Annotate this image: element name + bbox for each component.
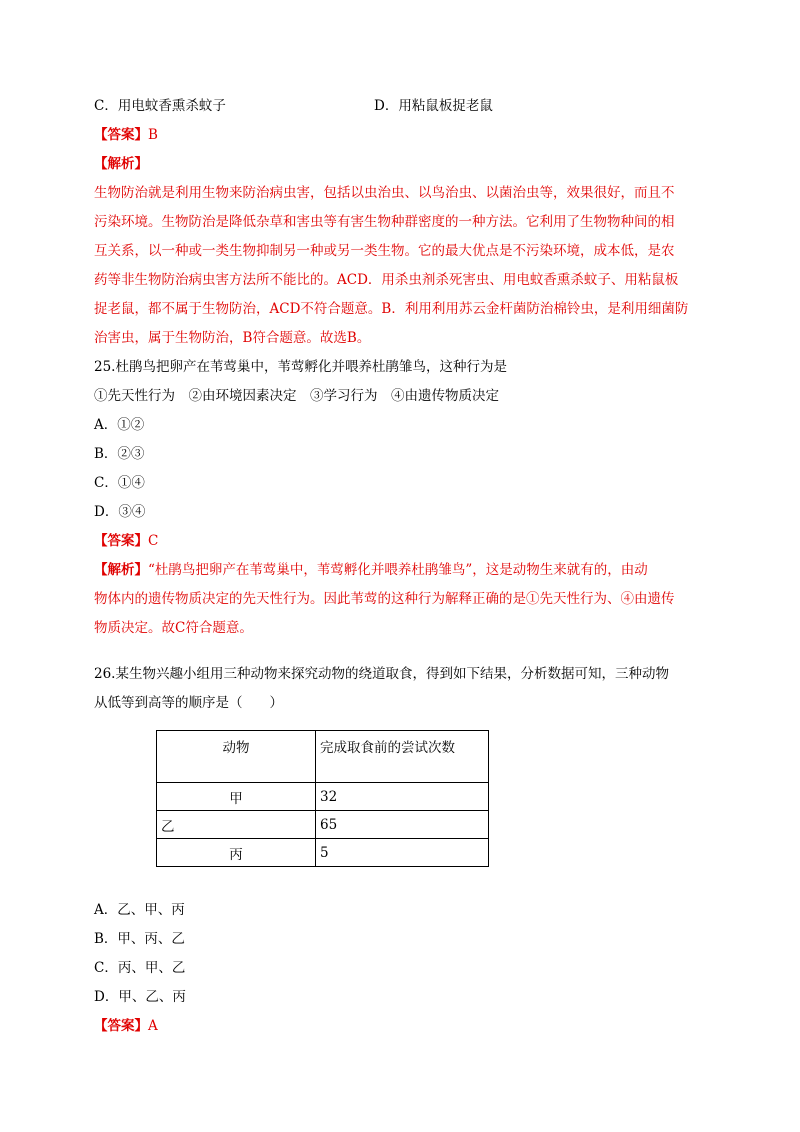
q25-analysis-line: 物质决定。故C符合题意。 [94, 620, 253, 636]
q24-analysis-line: 捉老鼠，都不属于生物防治，ACD不符合题意。B．利用利用苏云金杆菌防治棉铃虫，是利用细菌防 [94, 301, 689, 317]
table-cell: 丙 [157, 839, 316, 867]
table-row [157, 839, 489, 867]
q25-answer [94, 531, 158, 551]
table-row [157, 811, 489, 839]
answer-tag: 【答案】 [94, 533, 148, 549]
q24-answer [94, 125, 158, 145]
q25-stem: 25.杜鹃鸟把卵产在苇莺巢中，苇莺孵化并喂养杜鹃雏鸟，这种行为是 [94, 359, 507, 375]
q26-option-a: A．乙、甲、丙 [94, 902, 185, 918]
q25-option-d: D．③④ [94, 504, 146, 520]
q25-analysis-line: “杜鹃鸟把卵产在苇莺巢中，苇莺孵化并喂养杜鹃雏鸟”，这是动物生来就有的，由动 [148, 562, 648, 578]
table-row [157, 783, 489, 811]
q26-stem-line: 从低等到高等的顺序是（ ） [94, 695, 283, 711]
q26-option-d: D．甲、乙、丙 [94, 989, 186, 1005]
answer-tag: 【答案】 [94, 127, 148, 143]
answer-tag: 【答案】 [94, 1018, 148, 1034]
q24-option-c: C．用电蚊香熏杀蚊子 [94, 98, 226, 114]
q24-analysis-line: 污染环境。生物防治是降低杂草和害虫等有害生物种群密度的一种方法。它利用了生物物种间的相 [94, 214, 675, 230]
q24-analysis-line: 治害虫，属于生物防治，B符合题意。故选B。 [94, 330, 371, 346]
q25-analysis-line: 物体内的遗传物质决定的先天性行为。因此苇莺的这种行为解释正确的是①先天性行为、④由遗传 [94, 591, 675, 607]
q24-analysis-line: 生物防治就是利用生物来防治病虫害，包括以虫治虫、以鸟治虫、以菌治虫等，效果很好，而且不 [94, 185, 675, 201]
answer-value: C [148, 533, 159, 549]
table-cell: 5 [316, 839, 489, 867]
q26-option-c: C．丙、甲、乙 [94, 960, 186, 976]
table-header-cell: 动物 [157, 731, 316, 783]
q26-stem-line: 26.某生物兴趣小组用三种动物来探究动物的绕道取食，得到如下结果，分析数据可知，三种动物 [94, 666, 669, 682]
q25-option-b: B．②③ [94, 446, 145, 462]
table-cell: 32 [316, 783, 489, 811]
q24-analysis-tag: 【解析】 [94, 156, 148, 172]
q25-option-a: A．①② [94, 417, 145, 433]
table-header-row [157, 731, 489, 783]
table-header-cell: 完成取食前的尝试次数 [316, 731, 489, 783]
q24-analysis-line: 互关系，以一种或一类生物抑制另一种或另一类生物。它的最大优点是不污染环境，成本低，是农 [94, 243, 675, 259]
q24-analysis-line: 药等非生物防治病虫害方法所不能比的。ACD．用杀虫剂杀死害虫、用电蚊香熏杀蚊子、用粘鼠板 [94, 272, 679, 288]
q25-analysis-first [94, 560, 648, 580]
q26-answer [94, 1016, 158, 1036]
q26-option-b: B．甲、丙、乙 [94, 931, 185, 947]
answer-value: B [148, 127, 158, 143]
table-cell: 65 [316, 811, 489, 839]
q24-option-d: D．用粘鼠板捉老鼠 [374, 98, 493, 114]
table-cell: 甲 [157, 783, 316, 811]
q25-option-c: C．①④ [94, 475, 145, 491]
q25-statements: ①先天性行为 ②由环境因素决定 ③学习行为 ④由遗传物质决定 [94, 388, 499, 404]
table-cell: 乙 [157, 811, 316, 839]
analysis-tag: 【解析】 [94, 562, 148, 578]
answer-value: A [148, 1018, 158, 1034]
q26-data-table [156, 730, 489, 867]
